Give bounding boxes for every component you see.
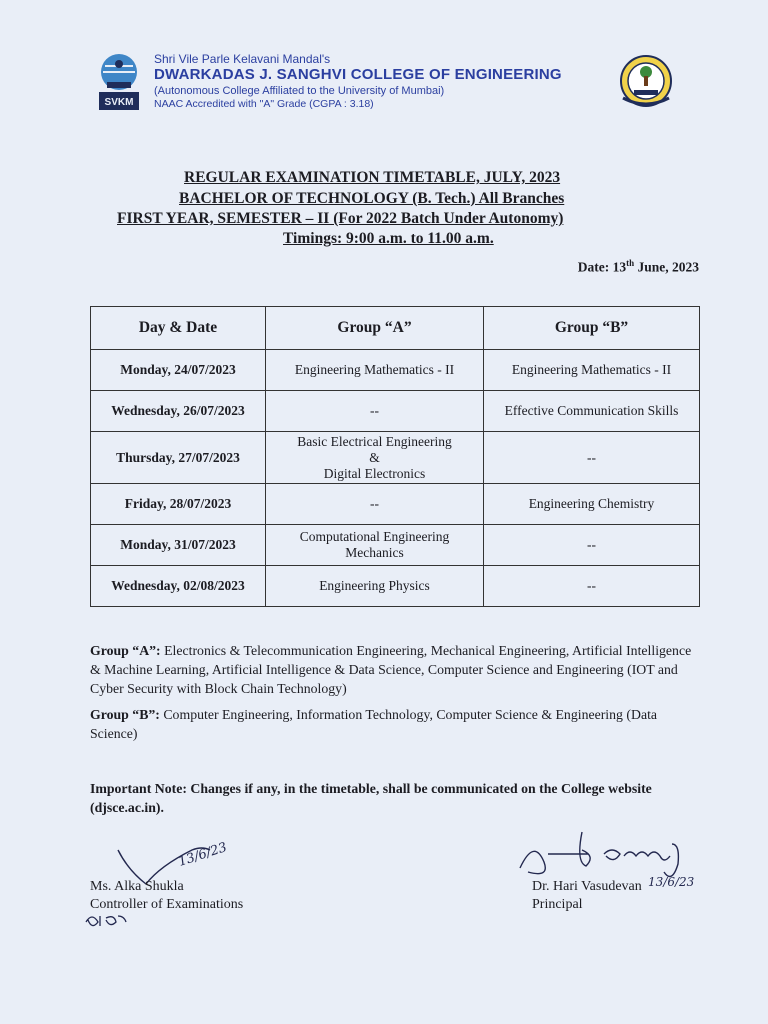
header-day-date: Day & Date bbox=[91, 307, 266, 350]
important-note: Important Note: Changes if any, in the timetable, shall be communicated on the College website (djsce.ac.in). bbox=[90, 781, 652, 815]
table-row bbox=[91, 484, 700, 525]
row-group-b: Engineering Mathematics - II bbox=[484, 350, 700, 391]
table-row bbox=[91, 566, 700, 607]
row-day: Monday, 24/07/2023 bbox=[91, 350, 266, 391]
svg-text:SVKM: SVKM bbox=[104, 97, 134, 108]
title-line-2: BACHELOR OF TECHNOLOGY (B. Tech.) All Branches bbox=[179, 190, 565, 207]
accreditation: NAAC Accredited with "A" Grade (CGPA : 3.18) bbox=[154, 98, 374, 110]
row-group-b: -- bbox=[484, 525, 700, 566]
controller-name: Ms. Alka Shukla bbox=[90, 879, 184, 894]
row-group-b: -- bbox=[484, 566, 700, 607]
title-timings: Timings: 9:00 a.m. to 11.00 a.m. bbox=[283, 230, 494, 247]
subject-line: Computational Engineering bbox=[299, 529, 450, 544]
controller-signature-block bbox=[90, 878, 243, 914]
society-name: Shri Vile Parle Kelavani Mandal's bbox=[154, 52, 331, 66]
issue-date: Date: 13th June, 2023 bbox=[577, 258, 699, 275]
title-line-1: REGULAR EXAMINATION TIMETABLE, JULY, 2023 bbox=[184, 169, 561, 186]
college-name: DWARKADAS J. SANGHVI COLLEGE OF ENGINEERING bbox=[154, 66, 562, 83]
row-day: Friday, 28/07/2023 bbox=[91, 484, 266, 525]
row-group-b: Effective Communication Skills bbox=[484, 391, 700, 432]
row-group-a: Engineering Mathematics - II bbox=[266, 350, 484, 391]
exam-timetable bbox=[90, 306, 700, 607]
principal-title: Principal bbox=[532, 897, 583, 912]
svg-text:13/6/23: 13/6/23 bbox=[648, 875, 695, 889]
svg-text:13/6/23: 13/6/23 bbox=[176, 840, 229, 870]
row-group-a: -- bbox=[266, 484, 484, 525]
principal-signature-block bbox=[532, 878, 642, 914]
table-row bbox=[91, 391, 700, 432]
table-row bbox=[91, 525, 700, 566]
row-day: Wednesday, 26/07/2023 bbox=[91, 391, 266, 432]
table-header-row bbox=[91, 307, 700, 350]
controller-title: Controller of Examinations bbox=[90, 897, 244, 912]
subject-line: Basic Electrical Engineering bbox=[297, 433, 452, 449]
principal-name: Dr. Hari Vasudevan bbox=[532, 879, 642, 894]
table-row bbox=[91, 432, 700, 484]
header-group-a: Group “A” bbox=[266, 307, 484, 350]
svkm-logo bbox=[93, 52, 145, 112]
group-b-note: Group “B”: Computer Engineering, Information Technology, Computer Science & Engineering (Data Science) bbox=[90, 707, 658, 741]
college-crest-icon bbox=[617, 54, 675, 108]
row-day: Thursday, 27/07/2023 bbox=[91, 432, 266, 484]
subject-line: Digital Electronics bbox=[323, 465, 426, 481]
group-a-note: Group “A”: Electronics & Telecommunication Engineering, Mechanical Engineering, Artificial Intelligence & Machine Learning, Artificial Intelligence & Data Science, Computer Science and Engineering (IOT and Cyber Security with Block Chain Technology) bbox=[90, 643, 692, 696]
row-group-a bbox=[266, 432, 484, 484]
title-line-3: FIRST YEAR, SEMESTER – II (For 2022 Batch Under Autonomy) bbox=[117, 210, 564, 227]
affiliation: (Autonomous College Affiliated to the University of Mumbai) bbox=[154, 85, 445, 97]
row-day: Wednesday, 02/08/2023 bbox=[91, 566, 266, 607]
row-day: Monday, 31/07/2023 bbox=[91, 525, 266, 566]
row-group-b: -- bbox=[484, 432, 700, 484]
subject-line: Mechanics bbox=[345, 545, 404, 560]
college-header bbox=[154, 52, 562, 111]
subject-line: & bbox=[369, 449, 380, 465]
row-group-a: Engineering Physics bbox=[266, 566, 484, 607]
row-group-b: Engineering Chemistry bbox=[484, 484, 700, 525]
header-group-b: Group “B” bbox=[484, 307, 700, 350]
row-group-a bbox=[266, 525, 484, 566]
row-group-a: -- bbox=[266, 391, 484, 432]
table-row bbox=[91, 350, 700, 391]
